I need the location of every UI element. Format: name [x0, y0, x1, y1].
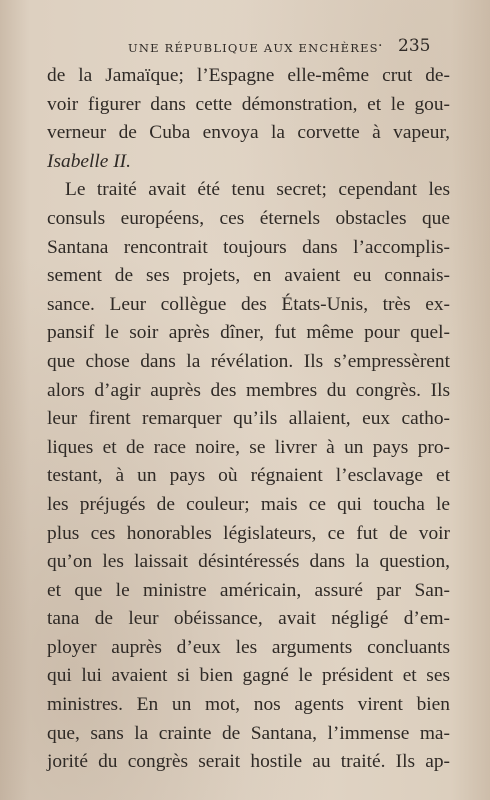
text-line: qu’on les laissait désintéressés dans la question, [47, 551, 450, 573]
page-number: 235 [398, 36, 431, 56]
text-line: et que le ministre américain, assuré par San- [47, 579, 450, 601]
text-line: ployer auprès d’eux les arguments concluants [47, 636, 450, 658]
text-line: pansif le soir après dîner, fut même pour quel- [47, 322, 450, 344]
running-title: UNE RÉPUBLIQUE AUX ENCHÈRES [128, 41, 379, 55]
body-text [47, 62, 450, 777]
text-line: consuls européens, ces éternels obstacles que [47, 207, 450, 229]
text-line: jorité du congrès serait hostile au traité. Ils ap- [47, 751, 450, 773]
text-line: plus ces honorables législateurs, ce fut de voir [47, 522, 450, 544]
text-line: qui lui avaient si bien gagné le président et ses [47, 665, 450, 687]
text-line: voir figurer dans cette démonstration, et le gou- [47, 93, 450, 115]
text-line: sement de ses projets, en avaient eu connais- [47, 265, 450, 287]
text-line: les préjugés de couleur; mais ce qui toucha le [47, 493, 450, 515]
text-line: tana de leur obéissance, avait négligé d’em- [47, 608, 450, 630]
text-line: de la Jamaïque; l’Espagne elle-même crut de- [47, 65, 450, 86]
text-line: sance. Leur collègue des États-Unis, très ex- [47, 293, 450, 315]
text-line: ministres. En un mot, nos agents virent bien [47, 694, 450, 716]
text-line: que, sans la crainte de Santana, l’immense ma- [47, 722, 450, 744]
text-line: leur firent remarquer qu’ils allaient, eux catho- [47, 408, 450, 430]
text-line: verneur de Cuba envoya la corvette à vapeur, [47, 122, 450, 144]
header-separator-dot: · [378, 38, 383, 54]
paragraph-start-line: Le traité avait été tenu secret; cependant les [65, 179, 450, 201]
page-header [0, 38, 490, 62]
text-line: alors d’agir auprès des membres du congrès. Ils [47, 379, 450, 401]
text-line: testant, à un pays où régnaient l’esclavage et [47, 465, 450, 487]
text-line: liques et de race noire, se livrer à un pays pro- [47, 436, 450, 458]
text-line: Santana rencontrait toujours dans l’accomplis- [47, 236, 450, 258]
text-line-ship-name: Isabelle II. [47, 150, 131, 172]
text-line: que chose dans la révélation. Ils s’empressèrent [47, 350, 450, 372]
